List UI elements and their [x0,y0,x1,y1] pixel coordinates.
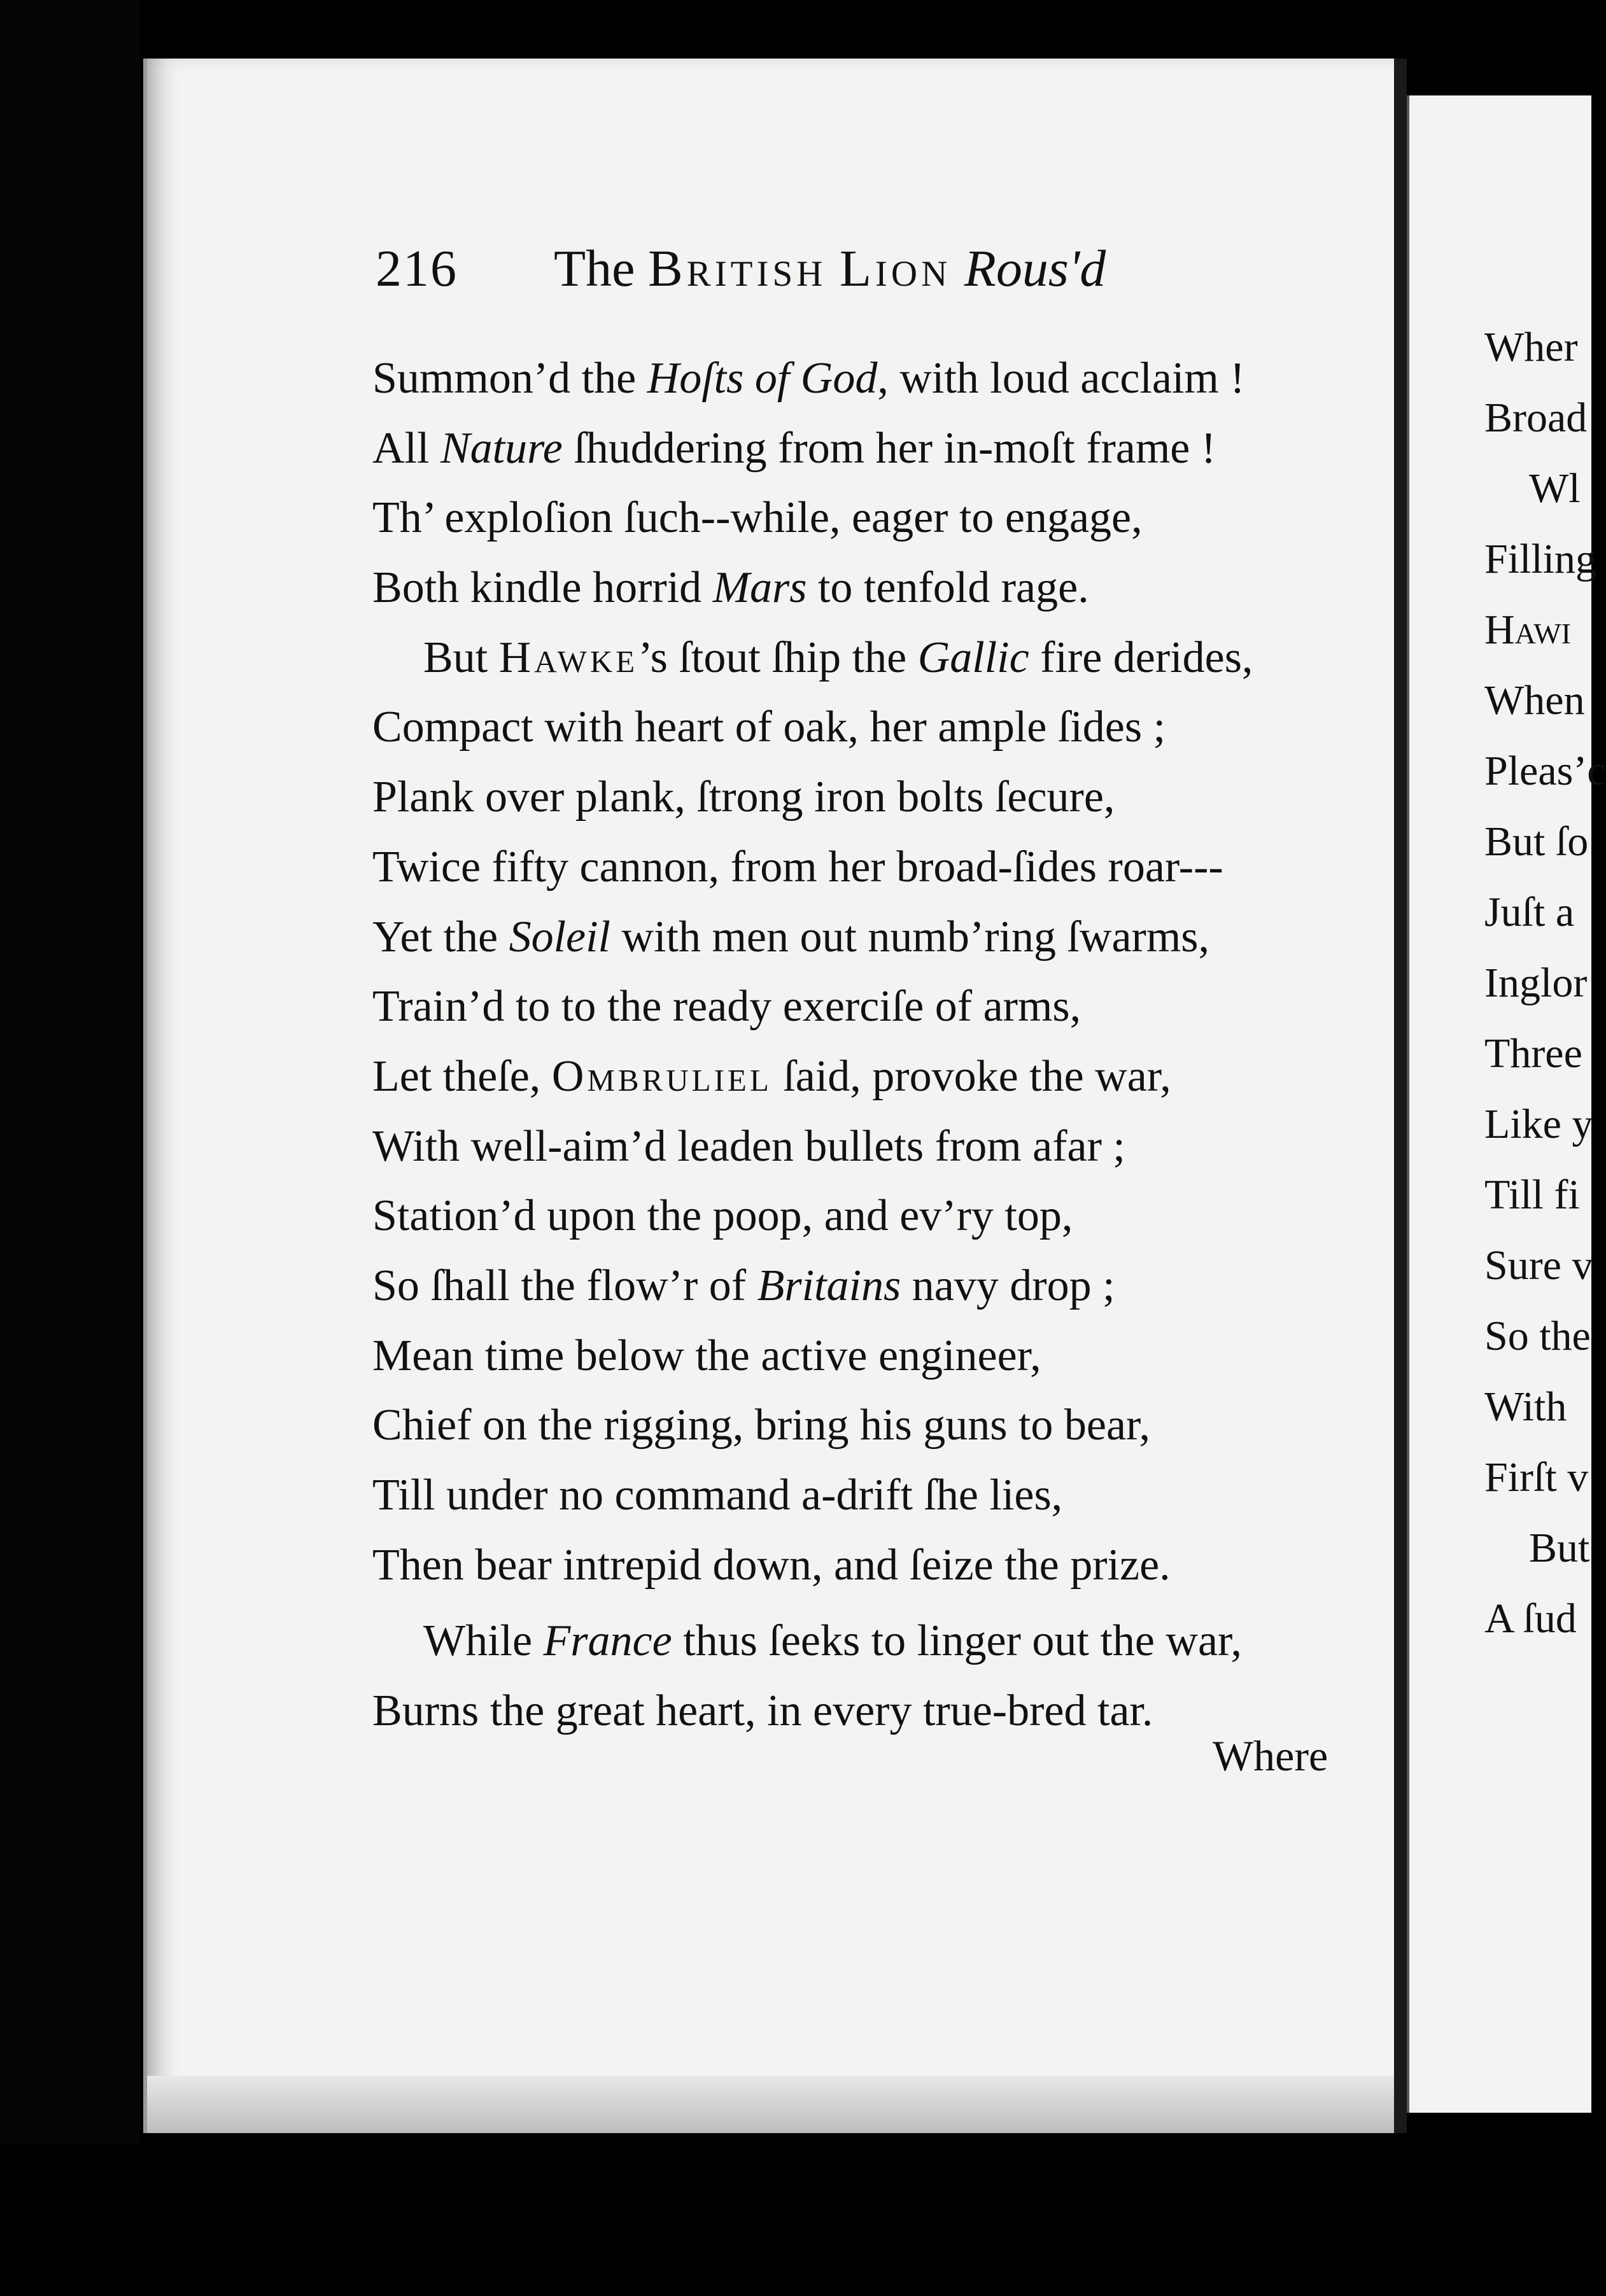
title-word-rousd: Rous'd [964,239,1106,297]
verse-line: Station’d upon the poop, and ev’ry top, [372,1191,1073,1241]
scan-background-left [0,0,140,2296]
facing-line: Three [1484,1030,1582,1077]
verse-line: Mean time below the active engineer, [372,1331,1041,1380]
scan-background-bottom [0,2145,1589,2296]
verse-line: With well-aim’d leaden bullets from afar ; [372,1121,1125,1171]
verse-line: Burns the great heart, in every true-bred tar. [372,1686,1153,1736]
title-word-lion: Lion [839,239,952,297]
verse-line: Let theſe, Ombruliel ſaid, provoke the war, [372,1051,1171,1101]
verse-line: Compact with heart of oak, her ample ſides ; [372,703,1166,752]
facing-line: Inglor [1484,960,1588,1006]
facing-line: Juſt a [1484,889,1575,935]
facing-line: Filling [1484,536,1597,582]
title-word-the: The [554,239,635,297]
verse-line: Twice fifty cannon, from her broad-ſides roar--- [372,842,1223,892]
verse-line: Train’d to to the ready exerciſe of arms, [372,982,1081,1032]
verse-line-stanza-start: But Hawke’s ſtout ſhip the Gallic fire derides, [423,633,1253,682]
poem-text [372,344,1365,1746]
facing-line: Wher [1484,324,1578,370]
verse-line-stanza-start: While France thus ſeeks to linger out the war, [423,1616,1243,1666]
verse-line: Then bear intrepid down, and ſeize the prize. [372,1540,1171,1590]
running-head [376,232,1330,302]
facing-line: Pleas’c [1484,748,1606,794]
verse-line: Th’ exploſion ſuch--while, eager to engage, [372,493,1143,543]
verse-line: Plank over plank, ſtrong iron bolts ſecure, [372,773,1115,822]
verse-line: Summon’d the Hoſts of God, with loud acclaim ! [372,354,1245,403]
catchword: Where [1213,1732,1328,1780]
facing-line: Broad [1484,395,1588,441]
facing-line: A ſud [1484,1595,1577,1642]
running-title [554,239,1106,298]
title-word-british: British [647,239,827,297]
facing-line: Like y [1484,1101,1593,1147]
facing-line: Sure v [1484,1242,1593,1289]
facing-line: Hawı [1484,606,1571,653]
facing-line: Firſt v [1484,1454,1589,1501]
verse-line: Chief on the rigging, bring his guns to bear, [372,1401,1151,1450]
verse-line: So ſhall the flow’r of Britains navy drop ; [372,1261,1115,1310]
verse-line: Yet the Soleil with men out numb’ring ſwarms, [372,912,1210,962]
facing-line: But ſo [1484,818,1589,865]
facing-page-text [1484,312,1606,1654]
facing-line: So the [1484,1313,1591,1359]
verse-line: All Nature ſhuddering from her in-moſt frame ! [372,423,1216,473]
verse-line: Both kindle horrid Mars to tenfold rage. [372,563,1089,613]
facing-line: With [1484,1383,1567,1430]
facing-line: When [1484,677,1585,724]
facing-line: Wl [1529,465,1581,512]
page-number: 216 [376,239,458,297]
facing-line: Till fi [1484,1172,1580,1218]
page-gutter [1394,59,1407,2133]
verse-line: Till under no command a-drift ſhe lies, [372,1471,1063,1520]
facing-line: But [1529,1525,1590,1571]
